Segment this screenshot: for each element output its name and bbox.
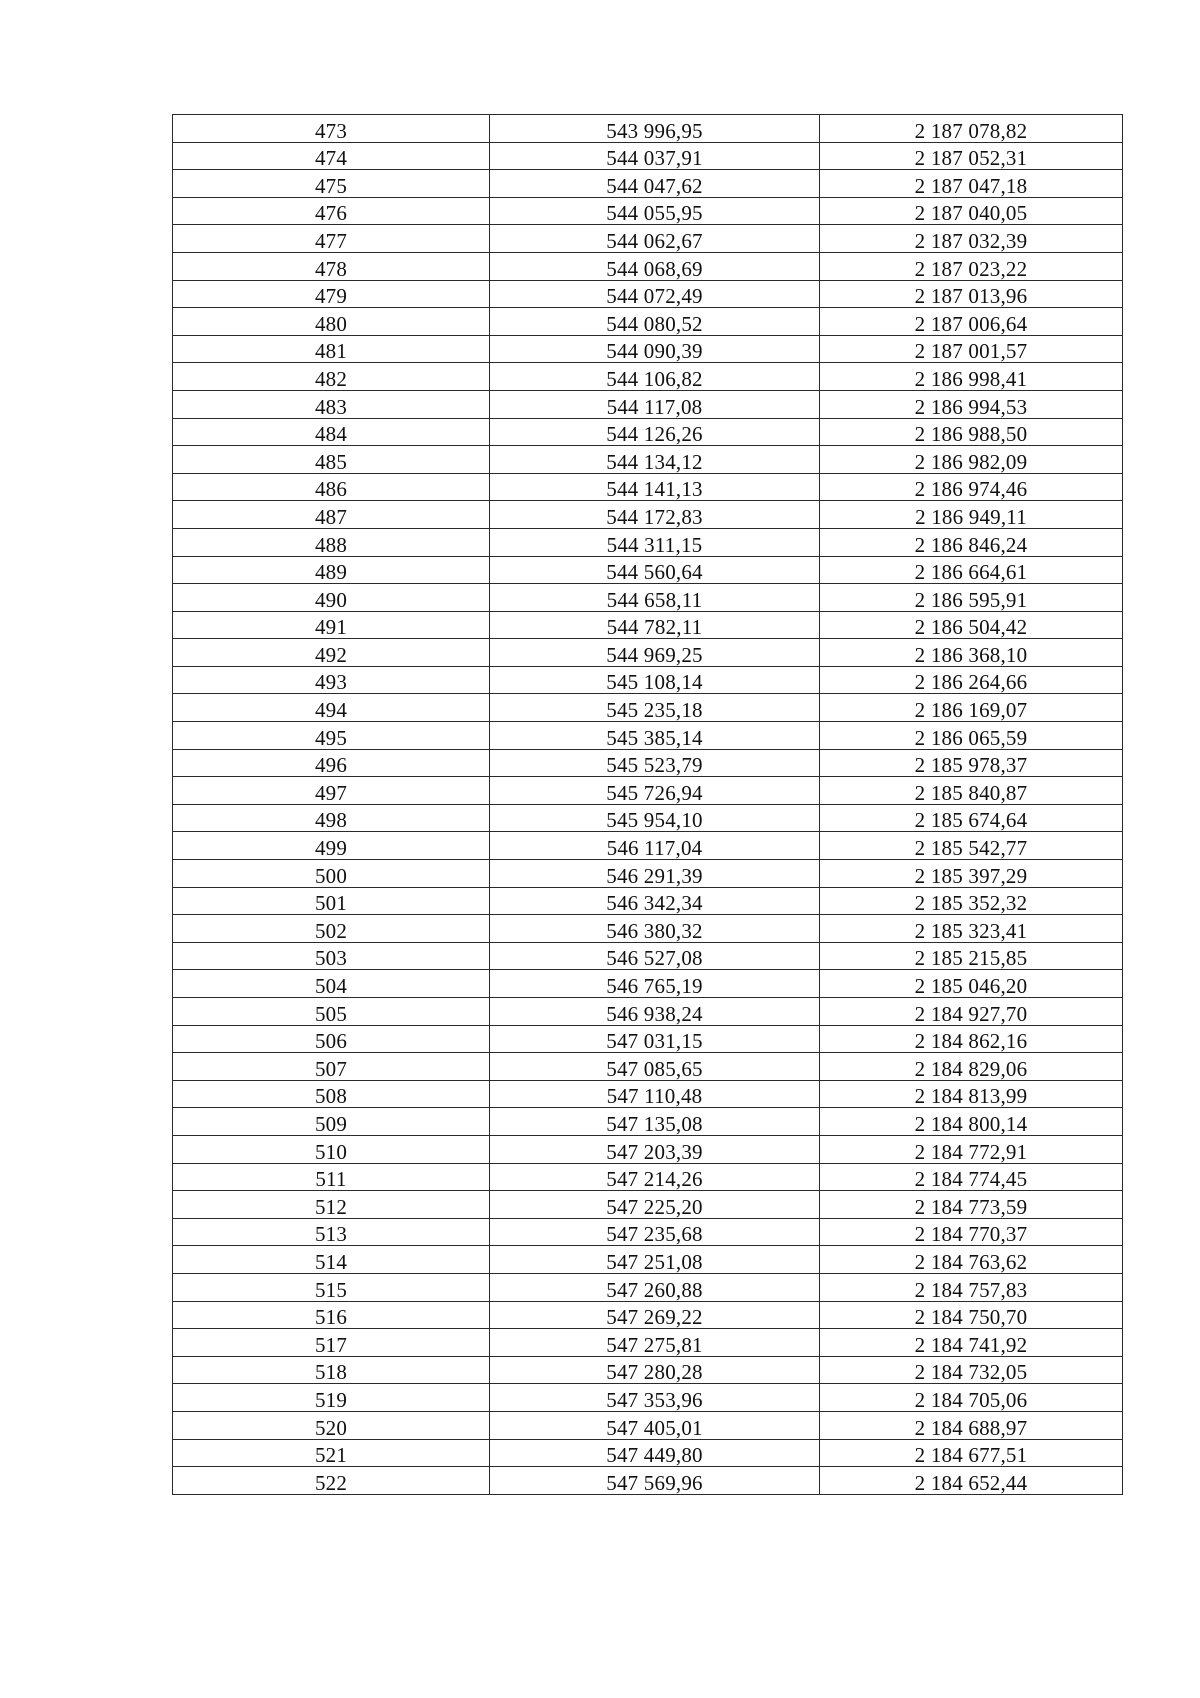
point-number-cell: 504	[173, 970, 490, 998]
table-row	[173, 1301, 1123, 1329]
y-coordinate-cell: 2 184 688,97	[820, 1411, 1123, 1439]
table-row	[173, 308, 1123, 336]
point-number-cell: 491	[173, 611, 490, 639]
x-coordinate-cell: 544 055,95	[490, 197, 820, 225]
y-coordinate-cell: 2 184 677,51	[820, 1439, 1123, 1467]
x-coordinate-cell: 547 405,01	[490, 1411, 820, 1439]
point-number-cell: 515	[173, 1273, 490, 1301]
point-number-cell: 510	[173, 1135, 490, 1163]
x-coordinate-cell: 544 090,39	[490, 335, 820, 363]
table-row	[173, 1191, 1123, 1219]
table-row	[173, 722, 1123, 750]
y-coordinate-cell: 2 184 862,16	[820, 1025, 1123, 1053]
x-coordinate-cell: 544 560,64	[490, 556, 820, 584]
table-row	[173, 860, 1123, 888]
point-number-cell: 511	[173, 1163, 490, 1191]
table-row	[173, 142, 1123, 170]
table-row	[173, 749, 1123, 777]
x-coordinate-cell: 546 938,24	[490, 998, 820, 1026]
y-coordinate-cell: 2 184 770,37	[820, 1218, 1123, 1246]
point-number-cell: 488	[173, 528, 490, 556]
y-coordinate-cell: 2 186 065,59	[820, 722, 1123, 750]
table-row	[173, 666, 1123, 694]
y-coordinate-cell: 2 186 664,61	[820, 556, 1123, 584]
table-row	[173, 1246, 1123, 1274]
x-coordinate-cell: 544 658,11	[490, 584, 820, 612]
point-number-cell: 480	[173, 308, 490, 336]
table-row	[173, 197, 1123, 225]
x-coordinate-cell: 545 235,18	[490, 694, 820, 722]
y-coordinate-cell: 2 185 215,85	[820, 942, 1123, 970]
y-coordinate-cell: 2 185 840,87	[820, 777, 1123, 805]
table-row	[173, 1080, 1123, 1108]
point-number-cell: 507	[173, 1053, 490, 1081]
x-coordinate-cell: 544 072,49	[490, 280, 820, 308]
table-row	[173, 280, 1123, 308]
point-number-cell: 476	[173, 197, 490, 225]
table-row	[173, 970, 1123, 998]
table-row	[173, 1135, 1123, 1163]
y-coordinate-cell: 2 186 982,09	[820, 446, 1123, 474]
point-number-cell: 506	[173, 1025, 490, 1053]
y-coordinate-cell: 2 184 705,06	[820, 1384, 1123, 1412]
y-coordinate-cell: 2 187 013,96	[820, 280, 1123, 308]
x-coordinate-cell: 544 172,83	[490, 501, 820, 529]
y-coordinate-cell: 2 184 800,14	[820, 1108, 1123, 1136]
table-row	[173, 998, 1123, 1026]
table-row	[173, 1439, 1123, 1467]
point-number-cell: 493	[173, 666, 490, 694]
y-coordinate-cell: 2 184 772,91	[820, 1135, 1123, 1163]
table-row	[173, 446, 1123, 474]
table-row	[173, 639, 1123, 667]
table-row	[173, 1411, 1123, 1439]
y-coordinate-cell: 2 187 032,39	[820, 225, 1123, 253]
x-coordinate-cell: 547 085,65	[490, 1053, 820, 1081]
point-number-cell: 486	[173, 473, 490, 501]
point-number-cell: 475	[173, 170, 490, 198]
y-coordinate-cell: 2 185 323,41	[820, 915, 1123, 943]
y-coordinate-cell: 2 184 773,59	[820, 1191, 1123, 1219]
table-row	[173, 1053, 1123, 1081]
point-number-cell: 501	[173, 887, 490, 915]
y-coordinate-cell: 2 187 078,82	[820, 115, 1123, 143]
point-number-cell: 487	[173, 501, 490, 529]
x-coordinate-cell: 547 251,08	[490, 1246, 820, 1274]
point-number-cell: 521	[173, 1439, 490, 1467]
x-coordinate-cell: 544 311,15	[490, 528, 820, 556]
x-coordinate-cell: 543 996,95	[490, 115, 820, 143]
table-row	[173, 528, 1123, 556]
x-coordinate-cell: 545 954,10	[490, 804, 820, 832]
y-coordinate-cell: 2 187 006,64	[820, 308, 1123, 336]
table-row	[173, 694, 1123, 722]
point-number-cell: 498	[173, 804, 490, 832]
point-number-cell: 485	[173, 446, 490, 474]
point-number-cell: 495	[173, 722, 490, 750]
y-coordinate-cell: 2 186 974,46	[820, 473, 1123, 501]
y-coordinate-cell: 2 185 046,20	[820, 970, 1123, 998]
point-number-cell: 505	[173, 998, 490, 1026]
point-number-cell: 492	[173, 639, 490, 667]
table-row	[173, 611, 1123, 639]
y-coordinate-cell: 2 184 829,06	[820, 1053, 1123, 1081]
y-coordinate-cell: 2 184 741,92	[820, 1329, 1123, 1357]
table-row	[173, 1329, 1123, 1357]
point-number-cell: 483	[173, 390, 490, 418]
point-number-cell: 484	[173, 418, 490, 446]
point-number-cell: 514	[173, 1246, 490, 1274]
x-coordinate-cell: 544 969,25	[490, 639, 820, 667]
table-row	[173, 1356, 1123, 1384]
table-row	[173, 501, 1123, 529]
point-number-cell: 474	[173, 142, 490, 170]
y-coordinate-cell: 2 187 001,57	[820, 335, 1123, 363]
point-number-cell: 508	[173, 1080, 490, 1108]
x-coordinate-cell: 544 106,82	[490, 363, 820, 391]
point-number-cell: 518	[173, 1356, 490, 1384]
y-coordinate-cell: 2 185 978,37	[820, 749, 1123, 777]
y-coordinate-cell: 2 186 169,07	[820, 694, 1123, 722]
point-number-cell: 513	[173, 1218, 490, 1246]
x-coordinate-cell: 544 126,26	[490, 418, 820, 446]
y-coordinate-cell: 2 186 994,53	[820, 390, 1123, 418]
y-coordinate-cell: 2 186 949,11	[820, 501, 1123, 529]
x-coordinate-cell: 546 380,32	[490, 915, 820, 943]
x-coordinate-cell: 544 080,52	[490, 308, 820, 336]
y-coordinate-cell: 2 184 652,44	[820, 1467, 1123, 1495]
point-number-cell: 497	[173, 777, 490, 805]
x-coordinate-cell: 546 765,19	[490, 970, 820, 998]
y-coordinate-cell: 2 186 988,50	[820, 418, 1123, 446]
y-coordinate-cell: 2 184 763,62	[820, 1246, 1123, 1274]
x-coordinate-cell: 545 385,14	[490, 722, 820, 750]
table-row	[173, 1218, 1123, 1246]
table-row	[173, 225, 1123, 253]
table-row	[173, 390, 1123, 418]
point-number-cell: 482	[173, 363, 490, 391]
table-row	[173, 170, 1123, 198]
table-row	[173, 915, 1123, 943]
x-coordinate-cell: 546 291,39	[490, 860, 820, 888]
x-coordinate-cell: 547 203,39	[490, 1135, 820, 1163]
x-coordinate-cell: 547 214,26	[490, 1163, 820, 1191]
y-coordinate-cell: 2 186 846,24	[820, 528, 1123, 556]
table-row	[173, 556, 1123, 584]
x-coordinate-cell: 544 068,69	[490, 252, 820, 280]
x-coordinate-cell: 545 726,94	[490, 777, 820, 805]
x-coordinate-cell: 544 062,67	[490, 225, 820, 253]
y-coordinate-cell: 2 186 264,66	[820, 666, 1123, 694]
table-row	[173, 1384, 1123, 1412]
y-coordinate-cell: 2 187 040,05	[820, 197, 1123, 225]
y-coordinate-cell: 2 185 674,64	[820, 804, 1123, 832]
y-coordinate-cell: 2 186 998,41	[820, 363, 1123, 391]
y-coordinate-cell: 2 185 542,77	[820, 832, 1123, 860]
table-row	[173, 1025, 1123, 1053]
table-row	[173, 1273, 1123, 1301]
y-coordinate-cell: 2 184 813,99	[820, 1080, 1123, 1108]
x-coordinate-cell: 544 117,08	[490, 390, 820, 418]
x-coordinate-cell: 547 353,96	[490, 1384, 820, 1412]
y-coordinate-cell: 2 185 397,29	[820, 860, 1123, 888]
point-number-cell: 519	[173, 1384, 490, 1412]
y-coordinate-cell: 2 186 368,10	[820, 639, 1123, 667]
x-coordinate-cell: 547 449,80	[490, 1439, 820, 1467]
table-row	[173, 887, 1123, 915]
point-number-cell: 479	[173, 280, 490, 308]
point-number-cell: 490	[173, 584, 490, 612]
point-number-cell: 499	[173, 832, 490, 860]
table-row	[173, 252, 1123, 280]
x-coordinate-cell: 547 269,22	[490, 1301, 820, 1329]
y-coordinate-cell: 2 187 023,22	[820, 252, 1123, 280]
x-coordinate-cell: 547 569,96	[490, 1467, 820, 1495]
point-number-cell: 522	[173, 1467, 490, 1495]
x-coordinate-cell: 547 110,48	[490, 1080, 820, 1108]
table-row	[173, 1108, 1123, 1136]
table-row	[173, 1467, 1123, 1495]
y-coordinate-cell: 2 184 927,70	[820, 998, 1123, 1026]
point-number-cell: 477	[173, 225, 490, 253]
table-row	[173, 115, 1123, 143]
x-coordinate-cell: 545 523,79	[490, 749, 820, 777]
table-row	[173, 584, 1123, 612]
x-coordinate-cell: 544 134,12	[490, 446, 820, 474]
x-coordinate-cell: 544 141,13	[490, 473, 820, 501]
point-number-cell: 503	[173, 942, 490, 970]
point-number-cell: 517	[173, 1329, 490, 1357]
y-coordinate-cell: 2 187 052,31	[820, 142, 1123, 170]
table-row	[173, 804, 1123, 832]
point-number-cell: 502	[173, 915, 490, 943]
table-row	[173, 1163, 1123, 1191]
coordinates-table	[172, 114, 1123, 1495]
x-coordinate-cell: 547 260,88	[490, 1273, 820, 1301]
x-coordinate-cell: 547 225,20	[490, 1191, 820, 1219]
x-coordinate-cell: 546 342,34	[490, 887, 820, 915]
table-row	[173, 777, 1123, 805]
point-number-cell: 478	[173, 252, 490, 280]
point-number-cell: 494	[173, 694, 490, 722]
x-coordinate-cell: 547 275,81	[490, 1329, 820, 1357]
x-coordinate-cell: 547 031,15	[490, 1025, 820, 1053]
y-coordinate-cell: 2 184 757,83	[820, 1273, 1123, 1301]
x-coordinate-cell: 545 108,14	[490, 666, 820, 694]
table-row	[173, 418, 1123, 446]
point-number-cell: 520	[173, 1411, 490, 1439]
point-number-cell: 489	[173, 556, 490, 584]
point-number-cell: 516	[173, 1301, 490, 1329]
y-coordinate-cell: 2 185 352,32	[820, 887, 1123, 915]
table-row	[173, 363, 1123, 391]
y-coordinate-cell: 2 184 774,45	[820, 1163, 1123, 1191]
x-coordinate-cell: 544 037,91	[490, 142, 820, 170]
table-row	[173, 832, 1123, 860]
x-coordinate-cell: 547 135,08	[490, 1108, 820, 1136]
table-row	[173, 942, 1123, 970]
table-row	[173, 473, 1123, 501]
point-number-cell: 473	[173, 115, 490, 143]
y-coordinate-cell: 2 187 047,18	[820, 170, 1123, 198]
coordinates-table-body	[173, 115, 1123, 1495]
x-coordinate-cell: 544 782,11	[490, 611, 820, 639]
x-coordinate-cell: 546 527,08	[490, 942, 820, 970]
x-coordinate-cell: 544 047,62	[490, 170, 820, 198]
x-coordinate-cell: 547 235,68	[490, 1218, 820, 1246]
y-coordinate-cell: 2 186 504,42	[820, 611, 1123, 639]
point-number-cell: 509	[173, 1108, 490, 1136]
y-coordinate-cell: 2 184 750,70	[820, 1301, 1123, 1329]
y-coordinate-cell: 2 184 732,05	[820, 1356, 1123, 1384]
point-number-cell: 496	[173, 749, 490, 777]
x-coordinate-cell: 547 280,28	[490, 1356, 820, 1384]
point-number-cell: 500	[173, 860, 490, 888]
x-coordinate-cell: 546 117,04	[490, 832, 820, 860]
table-row	[173, 335, 1123, 363]
y-coordinate-cell: 2 186 595,91	[820, 584, 1123, 612]
point-number-cell: 512	[173, 1191, 490, 1219]
point-number-cell: 481	[173, 335, 490, 363]
